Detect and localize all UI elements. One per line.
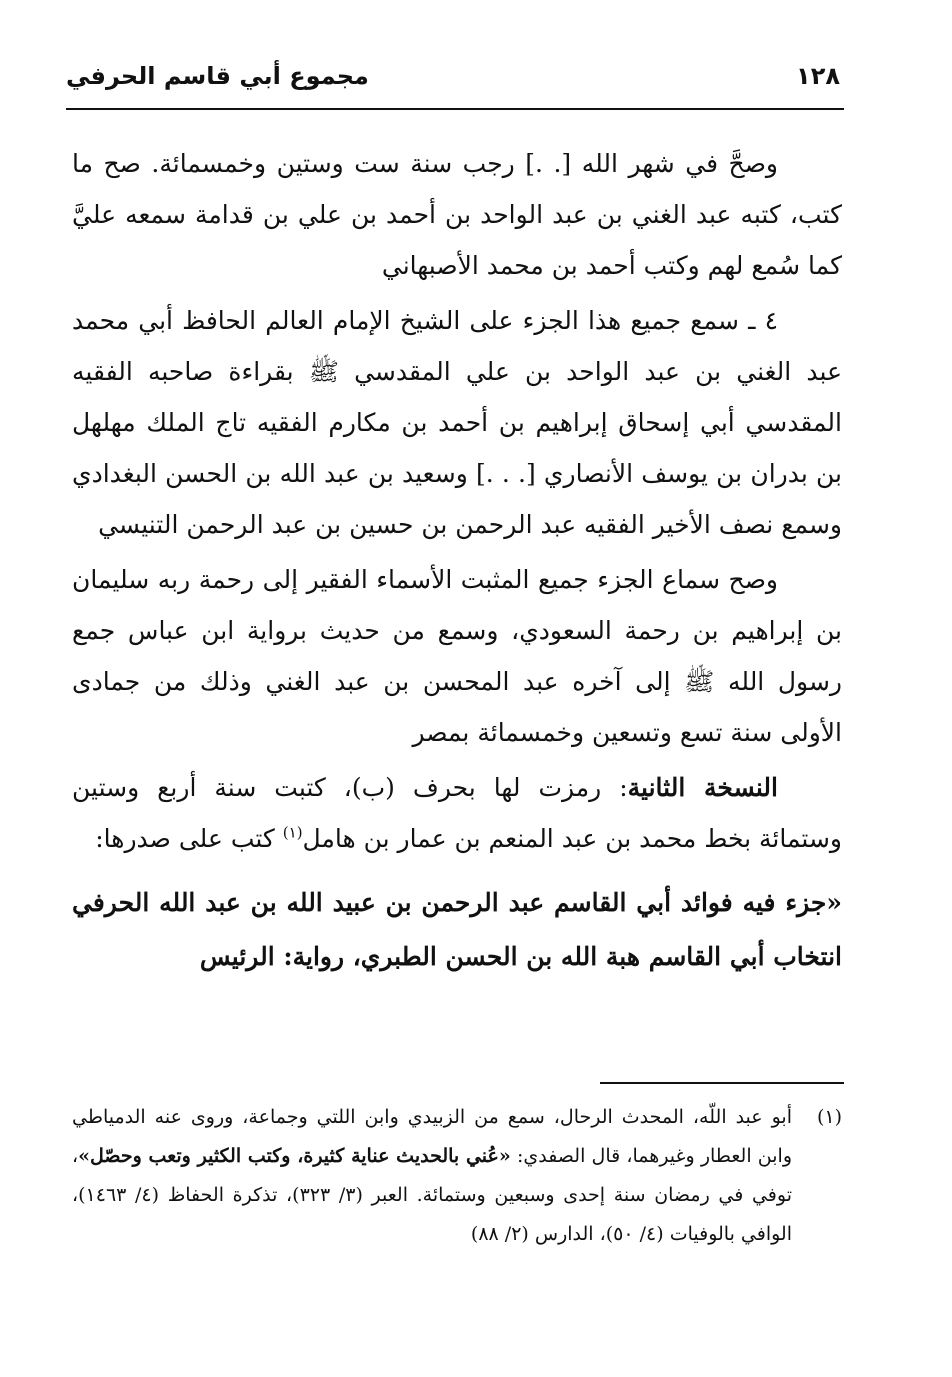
book-title: مجموع أبي قاسم الحرفي [66, 62, 369, 90]
running-header [66, 60, 840, 104]
footnote-quote: «عُني بالحديث عناية كثيرة، وكتب الكثير وتعب وحصّل» [78, 1145, 511, 1167]
footnote-number: (١) [816, 1106, 842, 1128]
paragraph-3: وصح سماع الجزء جميع المثبت الأسماء الفقير إلى رحمة ربه سليمان بن إبراهيم بن رحمة السعودي، وسمع من حديث برواية ابن عباس جمع رسول الله ﷺ إلى آخره عبد المحسن بن عبد الغني وذلك من جمادى الأولى سنة تسع وتسعين وخمسمائة بمصر [72, 565, 842, 747]
footnote-text-a: أبو عبد اللّه، المحدث الرحال، سمع من الزبيدي وابن اللتي وجماعة، وروى عنه الدمياطي وابن العطار وغيرهما، قال الصفدي: [72, 1106, 792, 1167]
paragraph-2: ٤ ـ سمع جميع هذا الجزء على الشيخ الإمام العالم الحافظ أبي محمد عبد الغني بن عبد الواحد بن علي المقدسي ﷺ بقراءة صاحبه الفقيه المقدسي أبي إسحاق إبراهيم بن أحمد بن مكارم الفقيه تاج الملك مهلهل بن بدران بن يوسف الأنصاري [. . .] وسعيد بن عبد الله بن الحسن البغدادي وسمع نصف الأخير الفقيه عبد الرحمن بن حسين بن عبد الرحمن التنيسي [72, 306, 842, 539]
page-number: ١٢٨ [796, 62, 840, 90]
title-quote: «جزء فيه فوائد أبي القاسم عبد الرحمن بن عبيد الله بن عبد الله الحرفي انتخاب أبي القاسم هبة الله بن الحسن الطبري، رواية: الرئيس [72, 888, 842, 971]
footnote-text-b: ، توفي في رمضان سنة إحدى وسبعين وستمائة. العبر (٣/ ٣٢٣)، تذكرة الحفاظ (٤/ ١٤٦٣)، الوافي بالوفيات (٤/ ٥٠)، الدارس (٢/ ٨٨) [72, 1145, 792, 1245]
footnote [72, 1098, 842, 1254]
header-divider [66, 108, 844, 110]
footnote-reference[interactable]: (١) [282, 823, 303, 842]
copy-label: النسخة الثانية [627, 773, 778, 802]
footnote-divider [600, 1082, 844, 1084]
footnote-body [72, 1098, 792, 1254]
main-text [72, 138, 842, 988]
copy-description-tail: كتب على صدرها: [95, 824, 283, 853]
copy-description: : رمزت لها بحرف (ب)، كتبت سنة أربع وستين وستمائة بخط محمد بن عبد المنعم بن عمار بن هامل [72, 773, 842, 853]
paragraph-1: وصحَّ في شهر الله [. .] رجب سنة ست وستين وخمسمائة. صح ما كتب، كتبه عبد الغني بن عبد الواحد بن أحمد بن علي بن قدامة سمعه عليَّ كما سُمع لهم وكتب أحمد بن محمد الأصبهاني [72, 149, 842, 280]
paragraph-4 [72, 762, 842, 864]
